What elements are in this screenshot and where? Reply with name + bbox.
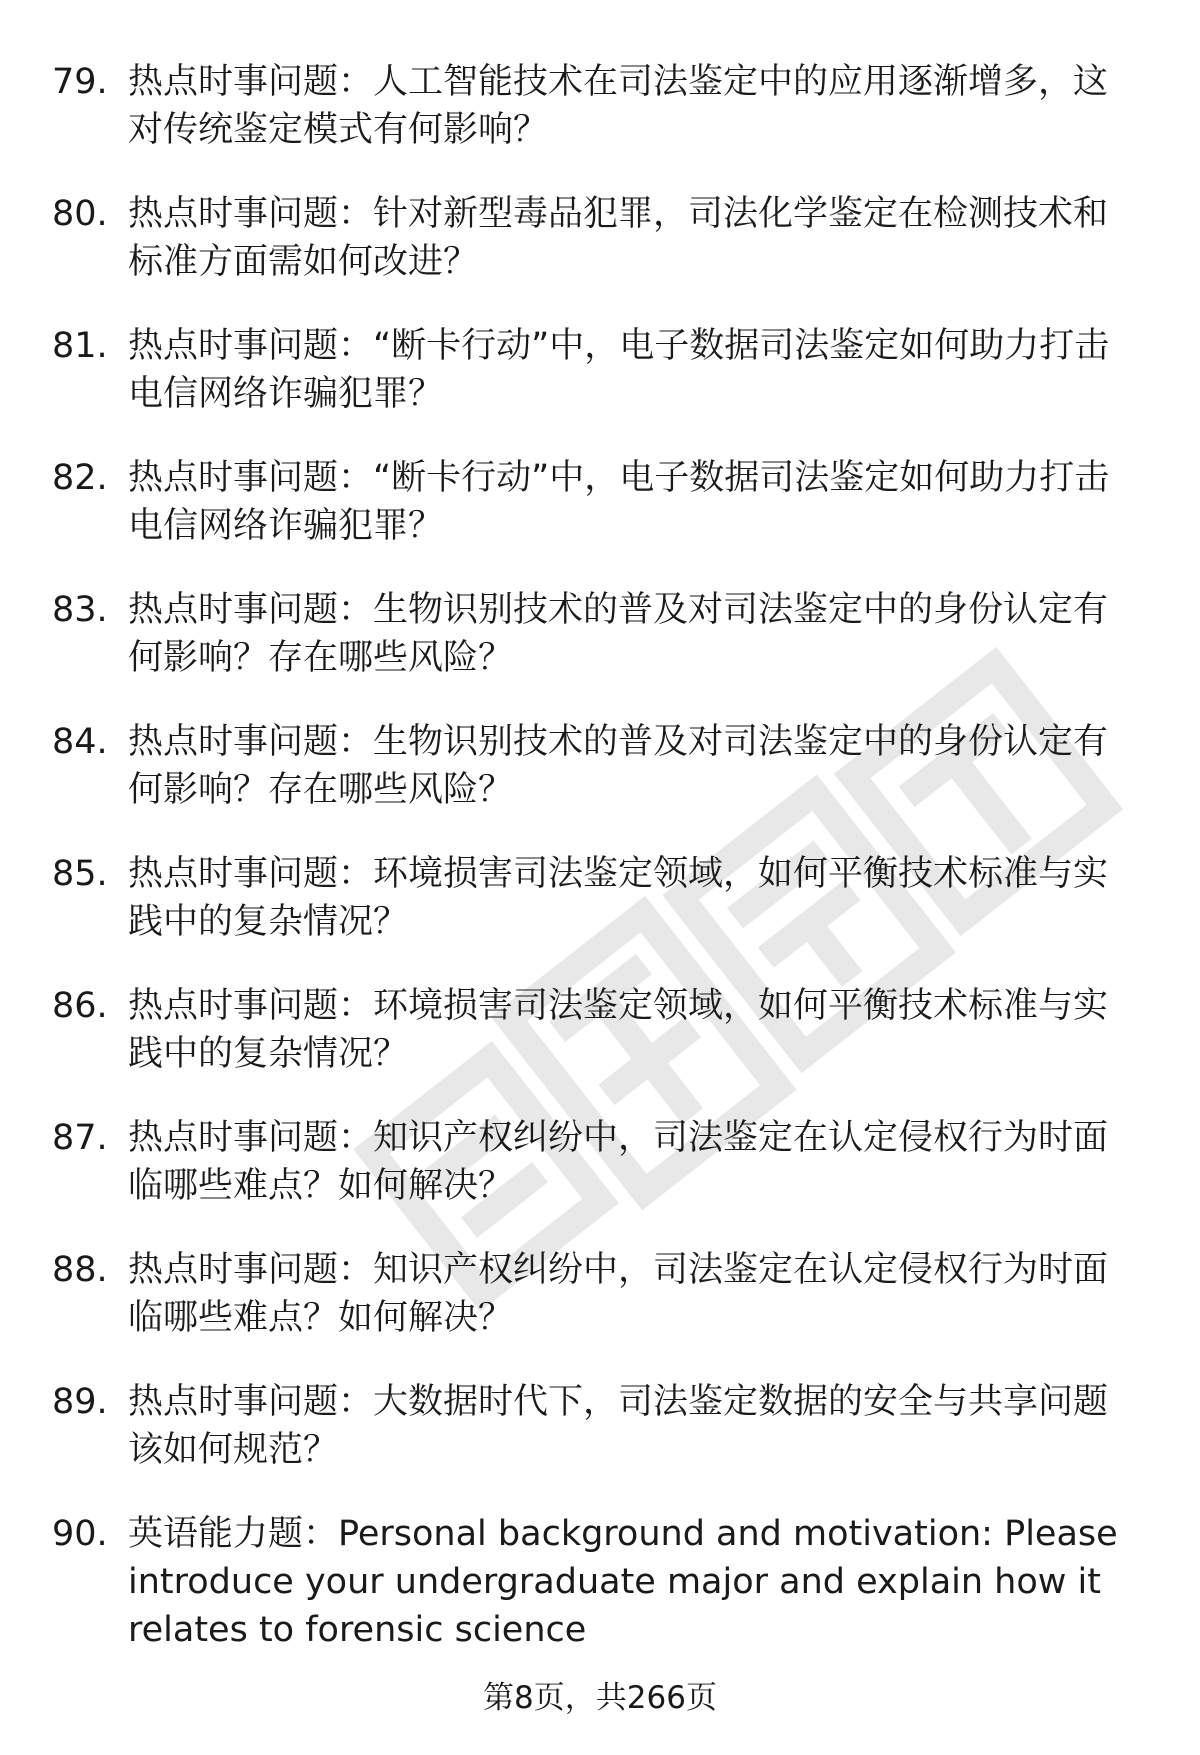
question-text: 热点时事问题：知识产权纠纷中，司法鉴定在认定侵权行为时面临哪些难点？如何解决？ bbox=[128, 1250, 1109, 1338]
question-number: 82. bbox=[52, 458, 108, 498]
question-item bbox=[0, 1114, 1200, 1246]
question-text: 热点时事问题：环境损害司法鉴定领域，如何平衡技术标准与实践中的复杂情况？ bbox=[128, 854, 1109, 942]
question-text: 热点时事问题：“断卡行动”中，电子数据司法鉴定如何助力打击电信网络诈骗犯罪？ bbox=[128, 458, 1110, 546]
question-text: 热点时事问题：“断卡行动”中，电子数据司法鉴定如何助力打击电信网络诈骗犯罪？ bbox=[128, 326, 1110, 414]
question-item bbox=[0, 1246, 1200, 1378]
question-text: 热点时事问题：生物识别技术的普及对司法鉴定中的身份认定有何影响？存在哪些风险？ bbox=[128, 590, 1109, 678]
question-item bbox=[0, 1510, 1200, 1650]
question-number: 90. bbox=[52, 1514, 108, 1554]
page-footer: 第8页，共266页 bbox=[483, 1680, 717, 1716]
question-item bbox=[0, 850, 1200, 982]
question-number: 85. bbox=[52, 854, 108, 894]
question-number: 79. bbox=[52, 62, 108, 102]
question-item bbox=[0, 58, 1200, 190]
question-text: 热点时事问题：知识产权纠纷中，司法鉴定在认定侵权行为时面临哪些难点？如何解决？ bbox=[128, 1118, 1109, 1206]
question-list bbox=[0, 58, 1200, 1650]
question-text: 热点时事问题：针对新型毒品犯罪，司法化学鉴定在检测技术和标准方面需如何改进？ bbox=[128, 194, 1109, 282]
question-number: 80. bbox=[52, 194, 108, 234]
question-item bbox=[0, 322, 1200, 454]
question-number: 87. bbox=[52, 1118, 108, 1158]
question-number: 86. bbox=[52, 986, 108, 1026]
question-text: 热点时事问题：大数据时代下，司法鉴定数据的安全与共享问题该如何规范？ bbox=[128, 1382, 1109, 1470]
question-text: 热点时事问题：环境损害司法鉴定领域，如何平衡技术标准与实践中的复杂情况？ bbox=[128, 986, 1109, 1074]
question-number: 84. bbox=[52, 722, 108, 762]
question-number: 83. bbox=[52, 590, 108, 630]
question-item bbox=[0, 1378, 1200, 1510]
question-text: 热点时事问题：人工智能技术在司法鉴定中的应用逐渐增多，这对传统鉴定模式有何影响？ bbox=[128, 62, 1109, 150]
question-item bbox=[0, 190, 1200, 322]
question-item bbox=[0, 718, 1200, 850]
question-number: 88. bbox=[52, 1250, 108, 1290]
question-item bbox=[0, 454, 1200, 586]
question-item bbox=[0, 586, 1200, 718]
question-text: 英语能力题：Personal background and motivation: Please introduce your undergraduate major and explain how it relates to forensic science bbox=[128, 1514, 1118, 1650]
question-text: 热点时事问题：生物识别技术的普及对司法鉴定中的身份认定有何影响？存在哪些风险？ bbox=[128, 722, 1109, 810]
question-number: 81. bbox=[52, 326, 108, 366]
question-item bbox=[0, 982, 1200, 1114]
question-number: 89. bbox=[52, 1382, 108, 1422]
